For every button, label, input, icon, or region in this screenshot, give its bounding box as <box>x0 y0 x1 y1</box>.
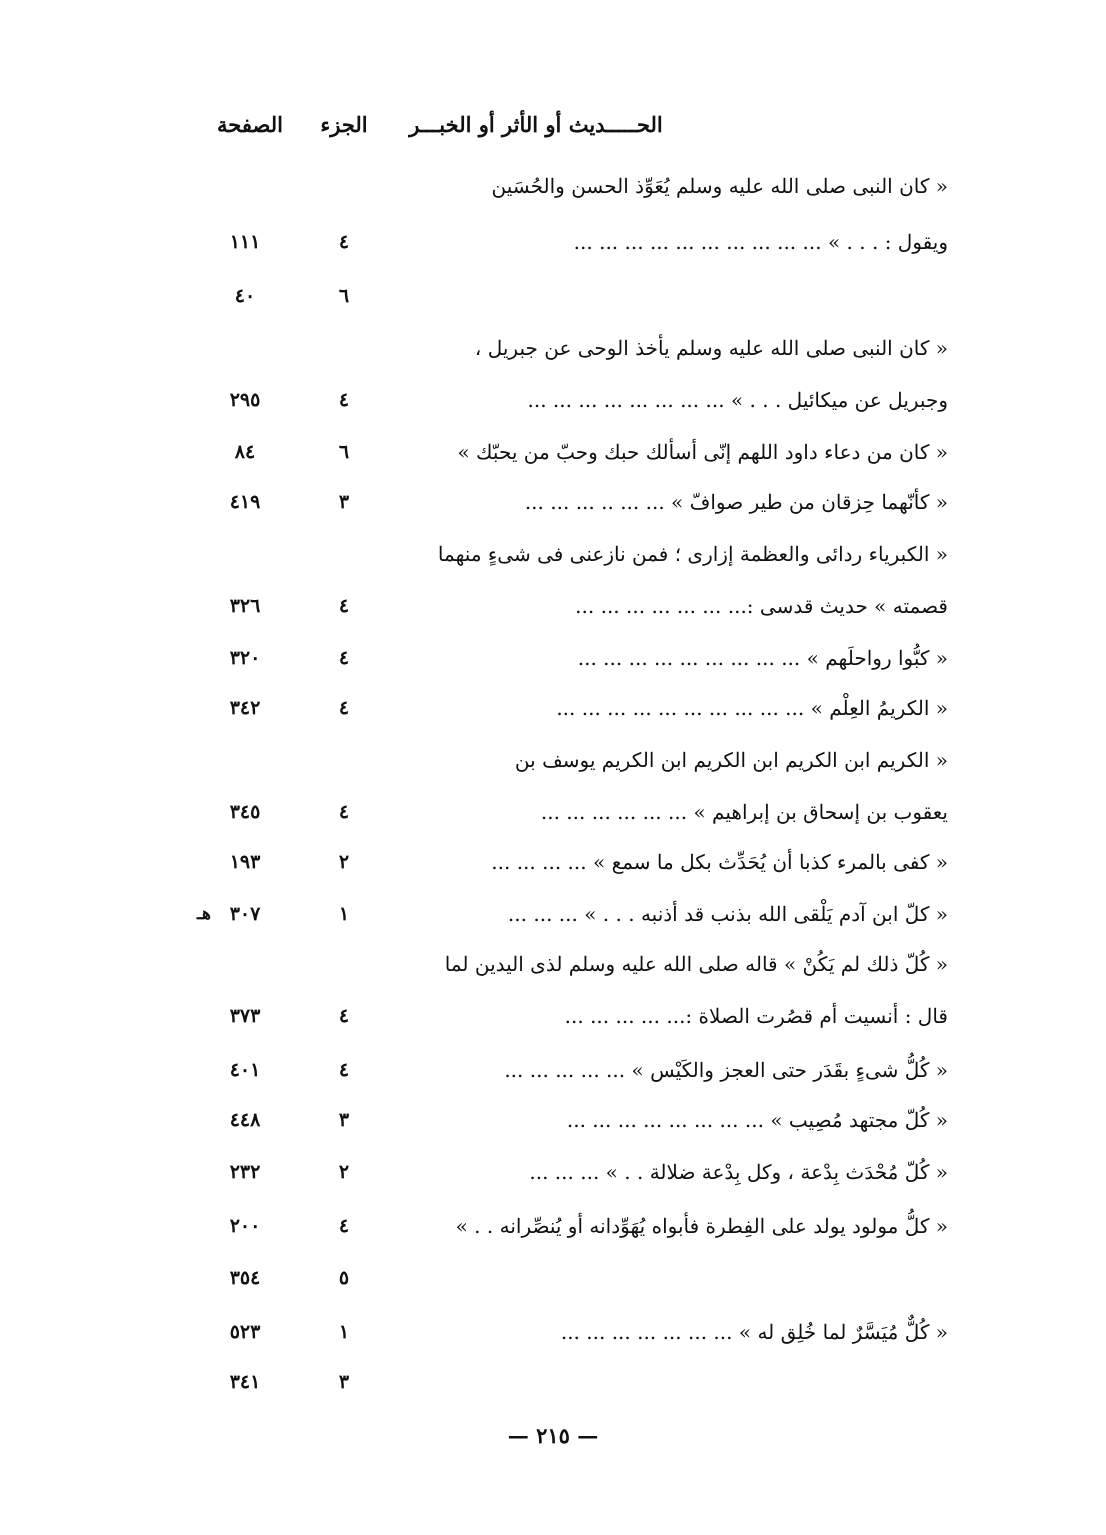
juz-number: ٢ <box>338 1161 350 1183</box>
page-reference: ٣٤٢ <box>229 697 261 719</box>
hadith-text: « كُلُّ شىءٍ بقَدَر حتى العجز والكَيْس » ... ... ... ... ... <box>504 1058 948 1082</box>
juz-number: ٤ <box>338 801 350 823</box>
header-hadith: الحـــــديث أو الأثر أو الخبـــر <box>409 112 663 137</box>
juz-number: ٤ <box>338 647 350 669</box>
page-reference: ٣٧٣ <box>229 1005 261 1027</box>
juz-number: ٦ <box>338 441 350 463</box>
table-row <box>0 1206 1106 1246</box>
juz-number: ٤ <box>338 595 350 617</box>
table-row <box>0 688 1106 728</box>
hadith-text: وجبريل عن ميكائيل . . . » ... ... ... ... ... ... ... ... <box>527 388 948 412</box>
table-row <box>0 380 1106 420</box>
juz-number: ٣ <box>338 1109 350 1131</box>
table-row <box>0 792 1106 832</box>
hadith-text: « كلّ ابن آدم يَلْقى الله بذنب قد أذنبه . . . » ... ... ... <box>507 902 948 926</box>
hadith-text: « الكريمُ العِلْم » ... ... ... ... ... ... ... ... ... ... <box>556 696 948 720</box>
hadith-text: ويقول : . . . » ... ... ... ... ... ... ... ... ... ... <box>573 230 948 254</box>
juz-number: ٤ <box>338 697 350 719</box>
table-row <box>0 1152 1106 1192</box>
juz-number: ٢ <box>338 851 350 873</box>
page-reference: ٣٥٤ <box>229 1267 261 1289</box>
hadith-text: « كان النبى صلى الله عليه وسلم يأخذ الوحى عن جبريل ، <box>474 336 948 360</box>
hadith-text: يعقوب بن إسحاق بن إبراهيم » ... ... ... ... ... ... <box>540 800 948 824</box>
juz-number: ٤ <box>338 1215 350 1237</box>
page-reference: ٣٢٠ <box>229 647 261 669</box>
page-reference: ٢٩٥ <box>229 389 261 411</box>
juz-number: ٤ <box>338 231 350 253</box>
table-row <box>0 328 1106 368</box>
table-row <box>0 482 1106 522</box>
table-row <box>0 1362 1106 1402</box>
page-reference: ٤٤٨ <box>229 1109 261 1131</box>
table-row <box>0 1312 1106 1352</box>
hadith-text: « كان النبى صلى الله عليه وسلم يُعَوِّذ الحسن والحُسَين <box>491 174 948 198</box>
footnote-mark: هـ <box>197 904 211 924</box>
page-reference: ٣٢٦ <box>229 595 261 617</box>
juz-number: ٤ <box>338 389 350 411</box>
table-row <box>0 894 1106 934</box>
hadith-text: « كُلّ مُحْدَث بِدْعة ، وكل بِدْعة ضلالة . . » ... ... ... <box>529 1160 948 1184</box>
hadith-text: « كفى بالمرء كذبا أن يُحَدِّث بكل ما سمع » ... ... ... ... <box>491 850 948 874</box>
header-juz: الجزء <box>320 112 368 137</box>
hadith-text: « كان من دعاء داود اللهم إنّى أسألك حبك وحبّ من يحبّك » <box>457 440 948 464</box>
hadith-text: « الكريم ابن الكريم ابن الكريم ابن الكريم يوسف بن <box>514 748 948 772</box>
table-row <box>0 432 1106 472</box>
page-reference: ١١١ <box>229 231 261 253</box>
table-row <box>0 1050 1106 1090</box>
page-reference: ٣٠٧ <box>229 903 261 925</box>
page-reference: ٥٢٣ <box>229 1321 261 1343</box>
table-row <box>0 586 1106 626</box>
table-row <box>0 740 1106 780</box>
table-row <box>0 166 1106 206</box>
table-row <box>0 276 1106 316</box>
page-reference: ٣٤١ <box>229 1371 261 1393</box>
hadith-text: قال : أنسيت أم قصُرت الصلاة :... ... ... ... ... <box>564 1004 948 1028</box>
table-header <box>0 112 1106 148</box>
page-reference: ٣٤٥ <box>229 801 261 823</box>
table-row <box>0 996 1106 1036</box>
hadith-text: « كُلّ ذلك لم يَكُنْ » قاله صلى الله عليه وسلم لذى اليدين لما <box>444 952 948 976</box>
juz-number: ٤ <box>338 1059 350 1081</box>
juz-number: ١ <box>338 903 350 925</box>
table-row <box>0 638 1106 678</box>
hadith-text: « كأنّهما حِزقان من طير صوافّ » ... ... .. ... ... ... <box>524 490 948 514</box>
page-reference: ٨٤ <box>234 441 256 463</box>
page-reference: ٤٠ <box>234 285 256 307</box>
hadith-text: « كُلٌّ مُيَسَّرٌ لما خُلِق له » ... ... ... ... ... ... ... <box>560 1320 948 1344</box>
hadith-text: « الكبرياء ردائى والعظمة إزارى ؛ فمن نازعنى فى شىءٍ منهما <box>437 542 948 566</box>
juz-number: ٥ <box>338 1267 350 1289</box>
page-reference: ٤٠١ <box>229 1059 261 1081</box>
juz-number: ٦ <box>338 285 350 307</box>
page-reference: ٢٣٢ <box>229 1161 261 1183</box>
table-row <box>0 534 1106 574</box>
table-row <box>0 842 1106 882</box>
hadith-text: « كلُّ مولود يولد على الفِطرة فأبواه يُهَوِّدانه أو يُنصِّرانه . . » <box>455 1214 948 1238</box>
page-number: — ٢١٥ — <box>507 1423 599 1448</box>
header-page: الصفحة <box>217 112 283 137</box>
hadith-text: « كبُّوا رواحلَهم » ... ... ... ... ... ... ... ... ... <box>577 646 948 670</box>
table-row <box>0 944 1106 984</box>
hadith-text: قصمته » حديث قدسى :... ... ... ... ... ... ... <box>575 594 948 618</box>
table-row <box>0 1258 1106 1298</box>
page-reference: ٤١٩ <box>229 491 261 513</box>
page-reference: ١٩٣ <box>229 851 261 873</box>
juz-number: ١ <box>338 1321 350 1343</box>
table-row <box>0 222 1106 262</box>
juz-number: ٣ <box>338 491 350 513</box>
table-row <box>0 1100 1106 1140</box>
page-reference: ٢٠٠ <box>229 1215 261 1237</box>
juz-number: ٤ <box>338 1005 350 1027</box>
hadith-text: « كُلّ مجتهد مُصِيب » ... ... ... ... ... ... ... ... <box>566 1108 948 1132</box>
juz-number: ٣ <box>338 1371 350 1393</box>
